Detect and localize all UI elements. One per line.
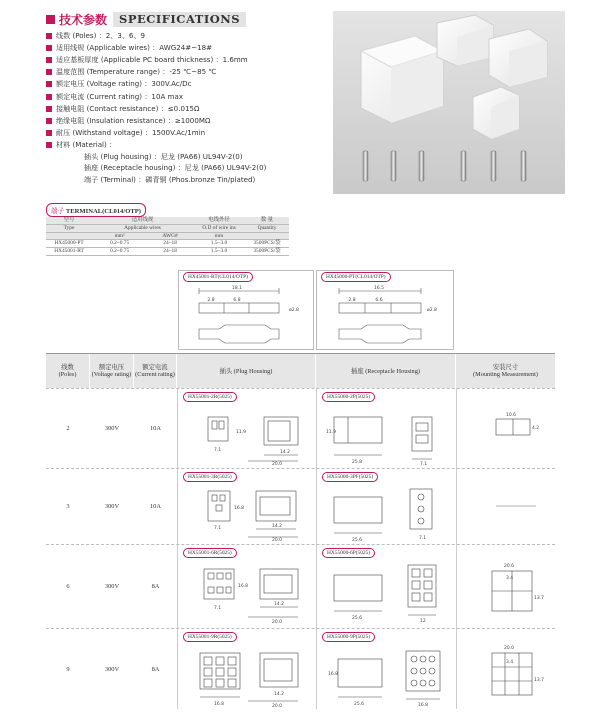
table-row: HX45000-PT 0.2~0.75 24~18 1.5~3.0 3500PCS/袋 [46,240,289,248]
plug-header: 插头 (Plug Housing) [177,354,316,388]
svg-text:7.1: 7.1 [214,606,222,611]
spec-item: 接触电阻 (Contact resistance) ：≤0.015Ω [46,103,336,115]
mount-3-placeholder-line [496,503,536,509]
terminal-pt-label: HX45000-PT(CL014/OTP) [321,272,391,282]
terminal-pt-diagram [317,281,453,351]
bullet-icon [46,130,52,136]
plug-6-drawing [186,559,310,625]
spec-item: 额定电压 (Voltage rating) ：300V.Ac/Dc [46,78,336,90]
terminal-table-header [46,217,289,225]
svg-text:13.7: 13.7 [534,596,545,601]
svg-text:16.8: 16.8 [214,702,225,707]
bullet-icon [46,94,52,100]
mm2-header: mm² [92,233,147,240]
svg-text:12: 12 [420,619,426,624]
mount-2-drawing [486,407,546,451]
type-header-cn: 型号 [46,217,92,225]
svg-text:16.8: 16.8 [238,584,249,589]
plug-model-label: HX55001-2R(5025) [183,392,237,402]
svg-text:20.6: 20.6 [504,564,515,569]
svg-text:14.2: 14.2 [274,692,285,697]
receptacle-model-label: HX55000-2P(5025) [322,392,375,402]
terminal-table-subheader [46,233,289,240]
svg-text:16.8: 16.8 [418,703,429,707]
spec-item: 线数 (Poles) ：2、3、6、9 [46,30,336,42]
svg-text:20.0: 20.0 [504,646,515,651]
svg-text:25.6: 25.6 [352,616,363,621]
svg-text:6.8: 6.8 [233,298,241,303]
svg-text:ø2.8: ø2.8 [289,308,299,313]
material-item: 插座 (Receptacle housing) ：尼龙 (PA66) UL94V-2(0) [84,163,267,173]
plug-model-label: HX55001-9R(5025) [183,632,237,642]
od-header-cn: 电线外径 [193,217,245,225]
spec-item: 温度范围 (Temperature range) ：-25 ℃~85 ℃ [46,66,336,78]
receptacle-model-label: HX55000-3PF(5025) [322,472,378,482]
voltage-header: 额定电压 (Voltage rating) [90,354,134,388]
svg-text:3.4: 3.4 [506,576,514,581]
bullet-icon [46,57,52,63]
plug-9-drawing [186,643,310,707]
table-row: 3 300V 10A HX55001-3R(5025) HX55000-3PF(5025) 16.8 7.1 14.2 20.0 25.6 7.1 [46,468,555,544]
housing-table [46,353,555,709]
header-square-icon [46,15,55,24]
table-row: 6 300V 8A HX55001-6R(5025) HX55000-6P(5025) 16.8 7.1 14.2 20.0 25.6 12 20.6 3.4 13.7 [46,544,555,628]
svg-text:25.6: 25.6 [352,538,363,543]
receptacle-9-drawing [324,643,452,707]
svg-text:25.6: 25.6 [354,702,365,707]
wires-header-en: Applicable wires [92,225,193,233]
mount-6-drawing [482,559,548,619]
plug-model-label: HX55001-3R(5025) [183,472,237,482]
receptacle-2-drawing [324,405,452,465]
plug-3-drawing [186,483,310,543]
svg-text:11.9: 11.9 [236,430,247,435]
current-header: 额定电流 (Current rating) [134,354,177,388]
terminal-rt-diagram [179,281,313,351]
qty-header-cn: 数 量 [245,217,289,225]
terminal-title: 端子 TERMINAL(CL014/OTP) [46,203,146,217]
awg-header: AWG# [147,233,193,240]
svg-text:18.1: 18.1 [231,286,243,291]
svg-text:20.0: 20.0 [272,538,283,543]
receptacle-model-label: HX55000-6P(5025) [322,548,375,558]
bullet-icon [46,142,52,148]
table-row: 2 300V 10A HX55001-2R(5025) HX55000-2P(5025) 11.9 7.1 14.2 20.0 11.9 25.8 7.1 10.6 4.2 [46,388,555,468]
terminal-drawing-rt [178,270,314,350]
svg-text:2.8: 2.8 [348,298,356,303]
material-item: 插头 (Plug housing) ：尼龙 (PA66) UL94V-2(0) [84,151,243,161]
bullet-icon [46,45,52,51]
mount-9-drawing [482,641,548,703]
spec-item: 适应基板厚度 (Applicable PC board thickness) ：1.6mm [46,54,336,66]
svg-text:7.1: 7.1 [419,536,427,541]
svg-text:20.0: 20.0 [272,704,283,707]
connector-photo-image [333,11,565,194]
svg-text:2.8: 2.8 [207,298,215,303]
plug-model-label: HX55001-6R(5025) [183,548,237,558]
svg-text:11.9: 11.9 [326,430,337,435]
wires-header-cn: 适用线规 [92,217,193,225]
table-row: 9 300V 8A HX55001-9R(5025) HX55000-9P(5025) 16.8 14.2 20.0 16.8 25.6 16.8 20.0 3.4 13.7 [46,628,555,710]
svg-text:7.1: 7.1 [214,448,222,453]
od-header-en: O.D of wire ins [193,225,245,233]
svg-text:13.7: 13.7 [534,678,545,683]
bullet-icon [46,81,52,87]
material-item: 端子 (Terminal) ：磷青铜 (Phos.bronze Tin/plated) [84,174,256,184]
header-title-cn: 技术参数 [59,13,108,27]
table-row: HX45001-RT 0.2~0.75 24~18 1.5~3.0 3500PCS/袋 [46,248,289,256]
spec-list [46,30,336,185]
terminal-rt-label: HX45001-RT(CL014/OTP) [183,272,253,282]
svg-text:7.1: 7.1 [420,462,428,465]
spec-item: 适用线规 (Applicable wires) ：AWG24#~18# [46,42,336,54]
svg-text:ø2.8: ø2.8 [427,308,437,313]
svg-text:14.2: 14.2 [280,450,291,455]
bullet-icon [46,106,52,112]
receptacle-model-label: HX55000-9P(5025) [322,632,375,642]
spec-item: 耐压 (Withstand voltage) ：1500V.Ac/1min [46,127,336,139]
type-header-en: Type [46,225,92,233]
section-header [46,11,246,28]
svg-text:16.8: 16.8 [328,672,339,677]
svg-text:4.2: 4.2 [532,426,540,431]
bullet-icon [46,69,52,75]
svg-text:6.6: 6.6 [375,298,383,303]
svg-text:25.8: 25.8 [352,460,363,465]
qty-header-en: Quantity [245,225,289,233]
od-unit-header: mm [193,233,245,240]
receptacle-3-drawing [324,483,452,543]
svg-text:16.8: 16.8 [234,506,245,511]
svg-text:20.0: 20.0 [272,620,283,625]
svg-text:10.6: 10.6 [506,413,517,418]
svg-text:16.5: 16.5 [373,286,385,291]
receptacle-header: 插座 (Receptacle Housing) [316,354,456,388]
terminal-drawing-pt [316,270,454,350]
header-title-en: SPECIFICATIONS [113,12,246,27]
svg-text:7.1: 7.1 [214,526,222,531]
mount-header: 安装尺寸 (Mounting Measurement) [456,354,555,388]
spec-item: 绝缘电阻 (Insulation resistance) ：≥1000MΩ [46,115,336,127]
svg-text:14.2: 14.2 [272,524,283,529]
spec-item: 材料 (Material) ： [46,139,336,151]
svg-text:3.4: 3.4 [506,660,514,665]
receptacle-6-drawing [324,559,452,625]
bullet-icon [46,33,52,39]
spec-item: 额定电流 (Current rating) ：10A max [46,90,336,102]
svg-text:14.2: 14.2 [274,602,285,607]
poles-header: 线数 (Poles) [46,354,90,388]
bullet-icon [46,118,52,124]
terminal-table-header [46,225,289,233]
product-photo [333,11,565,194]
plug-2-drawing [186,405,310,465]
terminal-table [46,217,289,256]
svg-text:20.0: 20.0 [272,462,283,465]
